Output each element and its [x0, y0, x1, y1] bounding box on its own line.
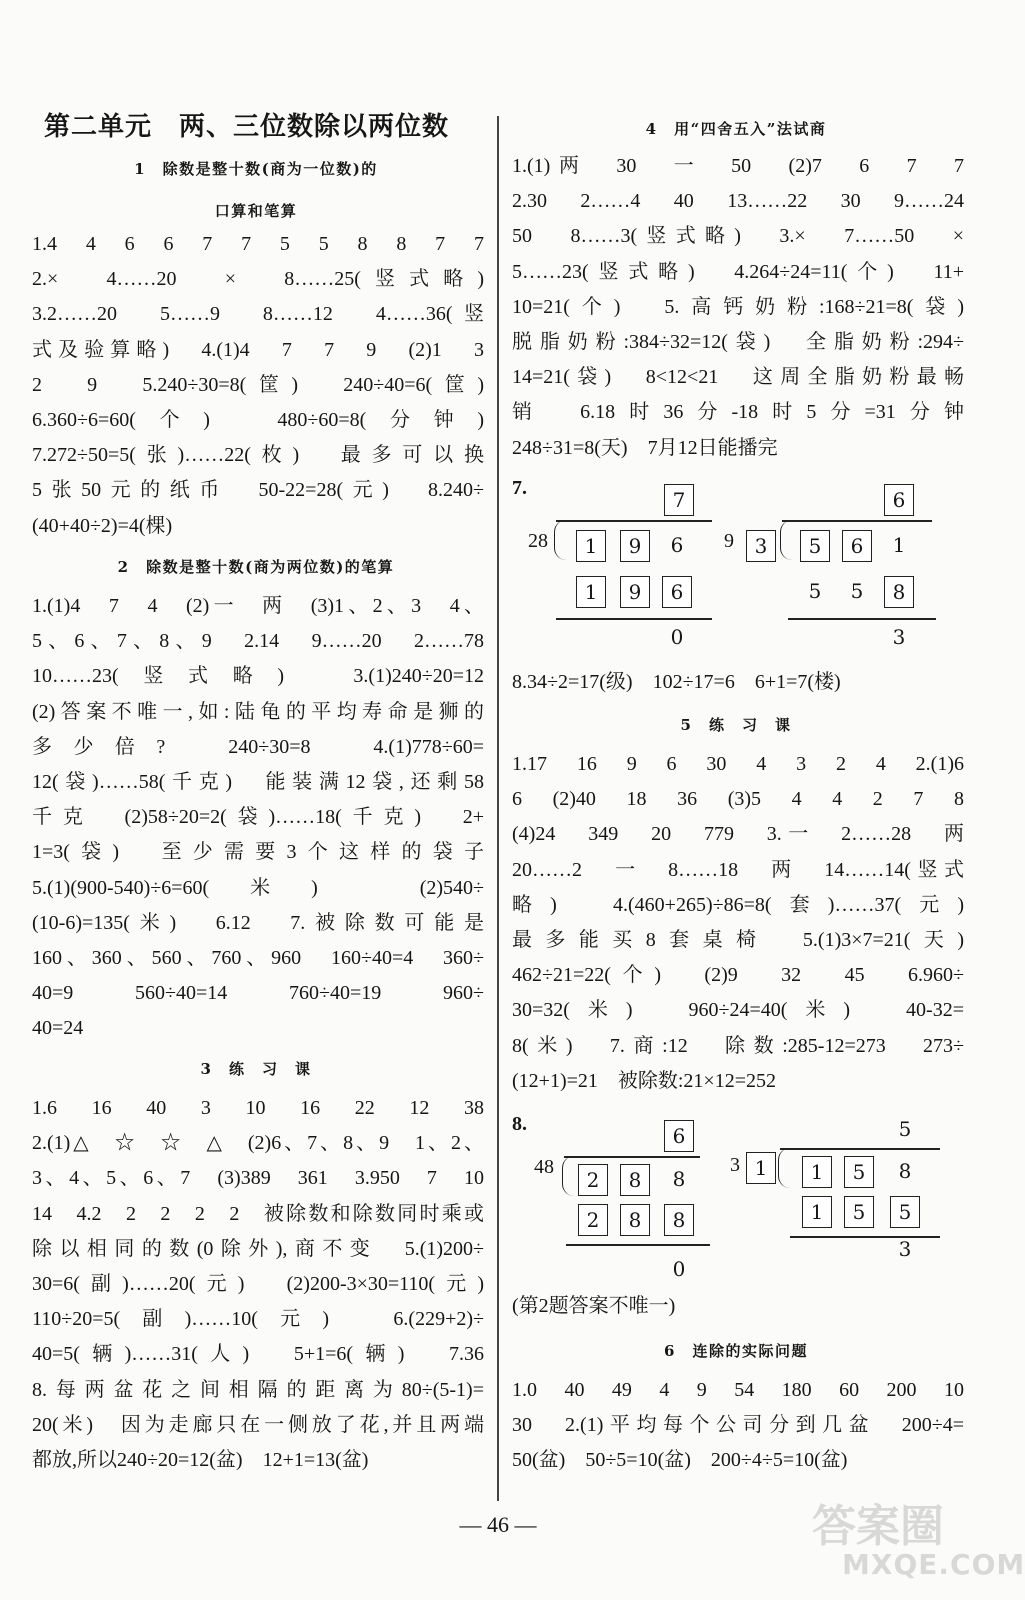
answer-line: 2.30 2……4 40 13……22 30 9……24 — [512, 190, 964, 213]
product-digit: 5 — [808, 579, 822, 603]
division-bar — [564, 1156, 700, 1158]
answer-line: 8(米) 7.商:12 除数:285-12=273 273÷ — [512, 1034, 964, 1057]
answer-line: 30 2.(1)平均每个公司分到几盆 200÷4= — [512, 1414, 964, 1437]
product-digit: 8 — [664, 1204, 694, 1236]
quotient: 5 — [898, 1117, 912, 1141]
section-1-title: 1 除数是整十数(商为一位数)的 — [134, 160, 378, 178]
section-6-title: 6 连除的实际问题 — [664, 1342, 808, 1360]
subtraction-line — [788, 618, 936, 620]
answer-line: 7.272÷50=5(张)……22(枚) 最多可以换 — [32, 444, 484, 467]
quotient-box: 6 — [664, 1120, 694, 1152]
product-digit: 8 — [620, 1204, 650, 1236]
answer-line: 8.每两盆花之间相隔的距离为80÷(5-1)= — [32, 1378, 484, 1401]
answer-line: 6 (2)40 18 36 (3)5 4 4 2 7 8 — [512, 788, 964, 811]
dividend-digit: 9 — [620, 530, 650, 562]
remainder: 0 — [672, 1257, 686, 1281]
dividend-digit: 6 — [842, 530, 872, 562]
column-divider — [497, 116, 499, 1501]
section-3-title: 3 练 习 课 — [200, 1060, 312, 1078]
answer-line: 30=6(副)……20(元) (2)200-3×30=110(元) — [32, 1273, 484, 1295]
answer-line: 30=32(米) 960÷24=40(米) 40-32= — [512, 999, 964, 1022]
answer-line: 10……23(竖式略) 3.(1)240÷20=12 — [32, 665, 484, 688]
subtraction-line — [566, 1244, 710, 1246]
answer-line: 160、360、560、760、960 160÷40=4 360÷ — [32, 947, 484, 969]
answer-line: 最多能买8套桌椅 5.(1)3×7=21(天) — [512, 929, 964, 951]
watermark-text: 答案圈 — [812, 1501, 944, 1552]
answer-line: 6.360÷6=60(个) 480÷60=8(分钟) — [32, 409, 484, 431]
answer-line: 式及验算略) 4.(1)4 7 7 9 (2)1 3 — [32, 338, 484, 361]
answer-line: 除以相同的数(0除外),商不变 5.(1)200÷ — [32, 1237, 484, 1260]
divisor-box: 1 — [746, 1152, 776, 1184]
subtraction-line — [556, 618, 712, 620]
answer-line: 5……23(竖式略) 4.264÷24=11(个) 11+ — [512, 260, 964, 283]
watermark-logo — [808, 1490, 1025, 1590]
question-7-label: 7. — [512, 477, 527, 499]
division-bar — [556, 520, 712, 522]
answer-line: 50(盆) 50÷5=10(盆) 200÷4÷5=10(盆) — [512, 1449, 848, 1472]
watermark-url: MXQE.COM — [842, 1548, 1025, 1581]
answer-line: 脱脂奶粉:384÷32=12(袋) 全脂奶粉:294÷ — [512, 331, 964, 353]
answer-line: 略) 4.(460+265)÷86=8(套)……37(元) — [512, 893, 964, 916]
question-8b-label: 8. — [512, 1113, 527, 1135]
division-bar — [782, 520, 932, 522]
quotient-box: 6 — [884, 484, 914, 516]
divisor-digit: 9 — [724, 530, 734, 552]
dividend-digit: 1 — [892, 533, 906, 557]
product-digit: 2 — [578, 1204, 608, 1236]
answer-line: 20(米) 因为走廊只在一侧放了花,并且两端 — [32, 1413, 484, 1436]
answer-line: 14=21(袋) 8<12<21 这周全脂奶粉最畅 — [512, 366, 964, 389]
answer-line: 千克 (2)58÷20=2(袋)……18(千克) 2+ — [32, 806, 484, 829]
product-digit: 5 — [844, 1196, 874, 1228]
answer-line: 12(袋)……58(千克) 能装满12袋,还剩58 — [32, 771, 484, 793]
dividend-digit: 2 — [578, 1164, 608, 1196]
section-1-title-cont: 口算和笔算 — [214, 202, 298, 220]
answer-line: 40=5(辆)……31(人) 5+1=6(辆) 7.36 — [32, 1343, 484, 1366]
answer-line: 20……2 一 8……18 两 14……14(竖式 — [512, 858, 964, 881]
answer-line: 248÷31=8(天) 7月12日能播完 — [512, 436, 778, 459]
remainder: 3 — [898, 1237, 912, 1261]
answer-line: 销 6.18时36分-18时5分=31分钟 — [512, 401, 964, 424]
answer-line: 462÷21=22(个) (2)9 32 45 6.960÷ — [512, 964, 964, 987]
answer-line: (40+40÷2)=4(棵) — [32, 514, 173, 537]
product-digit: 1 — [802, 1196, 832, 1228]
answer-line: 1.4 4 6 6 7 7 5 5 8 8 7 7 — [32, 233, 484, 255]
dividend-digit: 5 — [800, 530, 830, 562]
dividend-digit: 8 — [898, 1159, 912, 1183]
product-box: 8 — [884, 576, 914, 608]
division-bracket — [562, 1156, 577, 1196]
answer-line: (4)24 349 20 779 3.一 2……28 两 — [512, 823, 964, 846]
division-bar — [780, 1148, 940, 1150]
section-2-title: 2 除数是整十数(商为两位数)的笔算 — [117, 558, 395, 576]
question-8-line: 8.34÷2=17(级) 102÷17=6 6+1=7(楼) — [512, 671, 841, 693]
section-4-title: 4 用“四舍五入”法试商 — [645, 120, 827, 138]
answer-line: 3、4、5、6、7 (3)389 361 3.950 7 10 — [32, 1167, 484, 1190]
remainder: 3 — [892, 625, 906, 649]
dividend-digit: 8 — [620, 1164, 650, 1196]
division-bracket — [778, 1148, 793, 1188]
answer-line: 多少倍? 240÷30=8 4.(1)778÷60= — [32, 735, 484, 758]
answer-line: (10-6)=135(米) 6.12 7.被除数可能是 — [32, 911, 484, 934]
divisor-digit: 3 — [730, 1154, 740, 1176]
answer-line: 14 4.2 2 2 2 2 被除数和除数同时乘或 — [32, 1202, 484, 1225]
answer-line: 2 9 5.240÷30=8(筐) 240÷40=6(筐) — [32, 373, 484, 396]
answer-line: 110÷20=5(副)……10(元) 6.(229+2)÷ — [32, 1308, 484, 1331]
answer-line: 1.(1)4 7 4 (2)一 两 (3)1、2、3 4、 — [32, 595, 484, 617]
answer-line: 1.(1)两 30 一 50 (2)7 6 7 7 — [512, 155, 964, 177]
section-5-title: 5 练 习 课 — [680, 716, 792, 734]
dividend-digit: 8 — [672, 1167, 686, 1191]
answer-line: 1.6 16 40 3 10 16 22 12 38 — [32, 1097, 484, 1119]
remainder: 0 — [670, 625, 684, 649]
product-digit: 5 — [850, 579, 864, 603]
divisor: 28 — [528, 530, 548, 552]
answer-line: (12+1)=21 被除数:21×12=252 — [512, 1069, 776, 1092]
answer-line: 5.(1)(900-540)÷6=60(米) (2)540÷ — [32, 876, 484, 899]
answer-line: 都放,所以240÷20=12(盆) 12+1=13(盆) — [32, 1449, 369, 1471]
division-bracket — [780, 520, 795, 560]
dividend-digit: 5 — [844, 1156, 874, 1188]
dividend-digit: 1 — [802, 1156, 832, 1188]
answer-line: 1=3(袋) 至少需要3个这样的袋子 — [32, 841, 484, 864]
answer-line: 1.0 40 49 4 9 54 180 60 200 10 — [512, 1379, 964, 1401]
product-digit: 6 — [662, 576, 692, 608]
answer-line: 1.17 16 9 6 30 4 3 2 4 2.(1)6 — [512, 753, 964, 775]
page-number: — 46 — — [459, 1512, 537, 1537]
division-bracket — [554, 520, 569, 560]
answer-line: 5张50元的纸币 50-22=28(元) 8.240÷ — [32, 479, 484, 502]
answer-line: 2.(1)△ ☆ ☆ △ (2)6、7、8、9 1、2、 — [32, 1132, 484, 1155]
product-digit: 1 — [576, 576, 606, 608]
quotient-box: 7 — [664, 484, 694, 516]
answer-line: 40=9 560÷40=14 760÷40=19 960÷ — [32, 982, 484, 1005]
answer-line: (2)答案不唯一,如:陆龟的平均寿命是狮的 — [32, 700, 484, 723]
answer-line: 2.× 4……20 × 8……25(竖式略) — [32, 268, 484, 291]
divisor-box: 3 — [746, 530, 776, 562]
answer-line: 3.2……20 5……9 8……12 4……36(竖 — [32, 303, 484, 326]
answer-line: 50 8……3(竖式略) 3.× 7……50 × — [512, 225, 964, 248]
answer-note: (第2题答案不唯一) — [512, 1295, 676, 1317]
answer-line: 10=21(个) 5.高钙奶粉:168÷21=8(袋) — [512, 295, 964, 318]
answer-line: 40=24 — [32, 1017, 84, 1040]
dividend-digit: 1 — [576, 530, 606, 562]
product-digit: 9 — [620, 576, 650, 608]
divisor: 48 — [534, 1156, 554, 1178]
product-digit: 5 — [890, 1196, 920, 1228]
dividend-digit: 6 — [670, 533, 684, 557]
unit-title: 第二单元 两、三位数除以两位数 — [44, 112, 450, 142]
answer-line: 5、6、7、8、9 2.14 9……20 2……78 — [32, 630, 484, 653]
